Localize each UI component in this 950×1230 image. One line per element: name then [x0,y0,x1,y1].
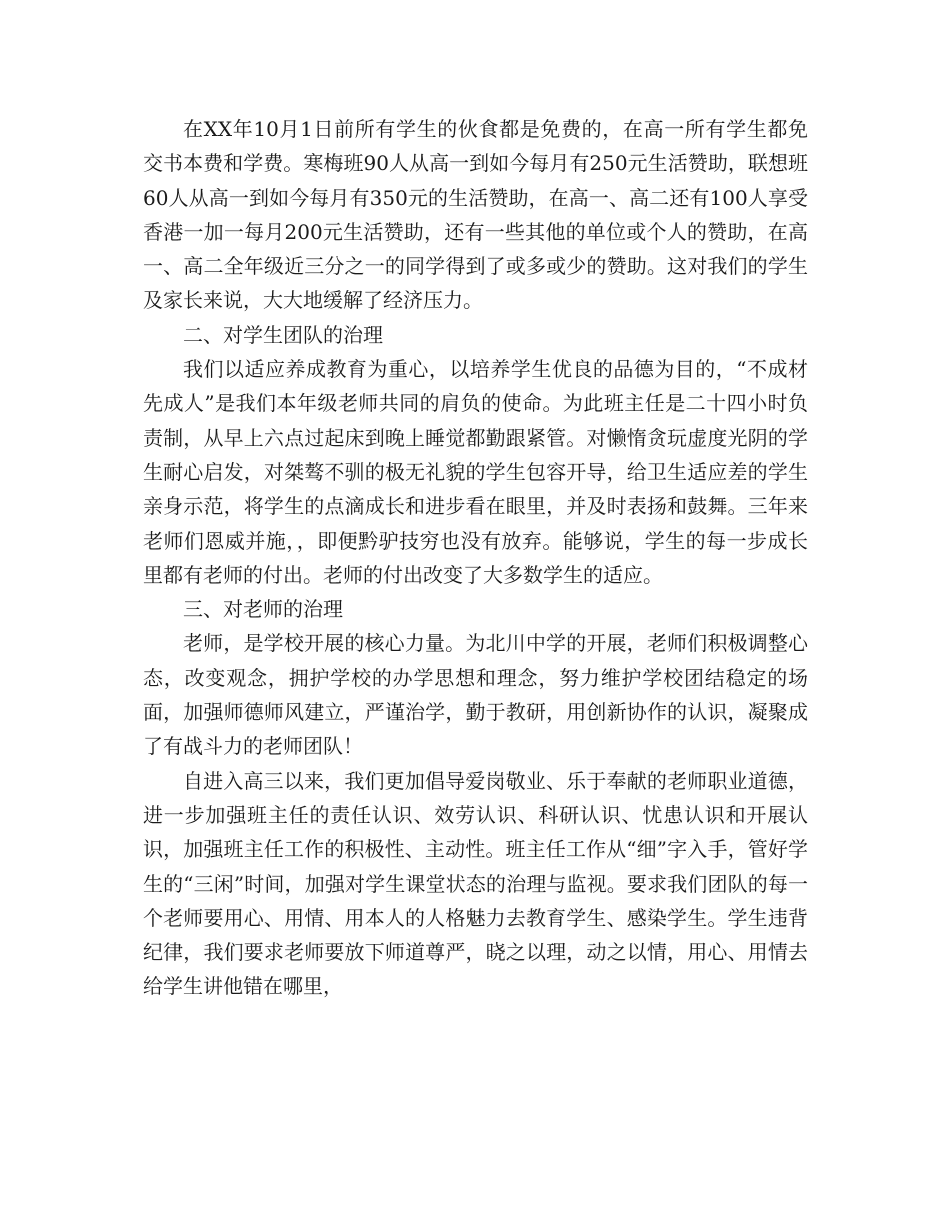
paragraph-senior-year: 自进入高三以来，我们更加倡导爱岗敬业、乐于奉献的老师职业道德，进一步加强班主任的责任认识、效劳认识、科研认识、忧患认识和开展认识，加强班主任工作的积极性、主动性。班主任工作从“细”字入手，管好学生的“三闲”时间，加强对学生课堂状态的治理与监视。要求我们团队的每一个老师要用心、用情、用本人的人格魅力去教育学生、感染学生。学生违背纪律，我们要求老师要放下师道尊严，晓之以理，动之以情，用心、用情去给学生讲他错在哪里， [143,768,808,999]
paragraph-teacher-team: 老师，是学校开展的核心力量。为北川中学的开展，老师们积极调整心态，改变观念，拥护学校的办学思想和理念，努力维护学校团结稳定的场面，加强师德师风建立，严谨治学，勤于教研，用创新协作的认识，凝聚成了有战斗力的老师团队！ [143,631,808,759]
document-body [143,112,808,1004]
section-heading-teacher-management: 三、对老师的治理 [183,597,343,622]
paragraph-student-funding: 在XX年10月1日前所有学生的伙食都是免费的，在高一所有学生都免交书本费和学费。寒梅班90人从高一到如今每月有250元生活赞助，联想班60人从高一到如今每月有350元的生活赞助，在高一、高二还有100人享受香港一加一每月200元生活赞助，还有一些其他的单位或个人的赞助，在高一、高二全年级近三分之一的同学得到了或多或少的赞助。这对我们的学生及家长来说，大大地缓解了经济压力。 [143,117,808,313]
section-heading-student-team: 二、对学生团队的治理 [183,322,383,347]
paragraph-student-management: 我们以适应养成教育为重心，以培养学生优良的品德为目的，“不成材先成人”是我们本年级老师共同的肩负的使命。为此班主任是二十四小时负责制，从早上六点过起床到晚上睡觉都勤跟紧管。对懒惰贪玩虚度光阴的学生耐心启发，对桀骜不驯的极无礼貌的学生包容开导，给卫生适应差的学生亲身示范，将学生的点滴成长和进步看在眼里，并及时表扬和鼓舞。三年来老师们恩威并施，，即便黔驴技穷也没有放弃。能够说，学生的每一步成长里都有老师的付出。老师的付出改变了大多数学生的适应。 [143,357,808,587]
